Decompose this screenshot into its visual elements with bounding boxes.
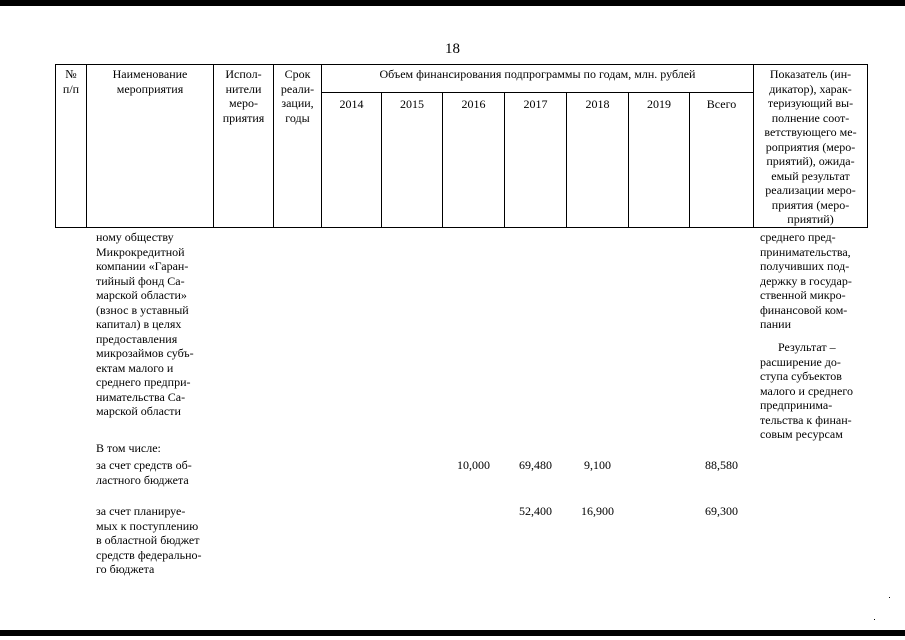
indicator-line: держку в государ-: [760, 273, 852, 288]
header-name-line: Наименование: [112, 67, 188, 81]
row-federal-2017: 52,400: [519, 504, 552, 518]
indicator-line: пании: [760, 317, 792, 331]
header-executors-line: меро-: [229, 96, 258, 110]
indicator-line: ственной микро-: [760, 288, 846, 302]
page-number: 18: [445, 41, 460, 57]
indicator-line: среднего пред-: [760, 230, 836, 244]
row-label-line: средств федерально-: [96, 547, 202, 562]
indicator-line: принимательства,: [760, 244, 851, 259]
header-term-line: реали-: [280, 81, 315, 96]
header-indicator-line: приятия (меро-: [771, 197, 850, 212]
event-name-line: марской области»: [96, 288, 187, 302]
event-name-line: Микрокредитной: [96, 244, 185, 259]
year-2014: 2014: [339, 97, 364, 111]
header-executors-line: приятия: [222, 110, 265, 125]
year-2016: 2016: [461, 97, 486, 111]
event-name-line: ектам малого и: [96, 360, 174, 375]
header-indicator-line: приятий): [787, 212, 834, 226]
header-number-line: №: [65, 67, 77, 81]
result-line: тельства к финан-: [760, 412, 852, 427]
row-label-line: за счет планируе-: [96, 504, 186, 518]
year-2015: 2015: [400, 97, 424, 111]
header-indicator-line: Показатель (ин-: [769, 67, 852, 81]
indicator-line: финансовой ком-: [760, 302, 848, 317]
header-indicator-line: теризующий вы-: [767, 96, 854, 110]
header-finance: Объем финансирования подпрограммы по годам, млн. рублей: [379, 67, 696, 81]
header-term-line: зации,: [281, 96, 314, 110]
top-border: [0, 0, 905, 6]
header-indicator-line: ветствующего ме-: [764, 125, 857, 139]
header-number: [56, 67, 86, 96]
header-indicator: [754, 67, 867, 227]
result-line: расширение до-: [760, 354, 841, 369]
row-regional-2016: 10,000: [457, 458, 490, 472]
row-label-line: за счет средств об-: [96, 458, 192, 472]
row-label-line: в областной бюджет: [96, 533, 200, 547]
header-executors: [214, 67, 273, 125]
event-name-line: микрозаймов субъ-: [96, 346, 194, 360]
row-federal-2018: 16,900: [581, 504, 614, 518]
event-name: [96, 230, 210, 419]
header-indicator-line: реализации меро-: [765, 183, 856, 197]
event-name-line: капитал) в целях: [96, 317, 182, 331]
row-regional-total: 88,580: [705, 458, 738, 472]
result-line: Результат –: [778, 340, 836, 354]
result-line: совым ресурсам: [760, 427, 843, 441]
event-name-line: тийный фонд Са-: [96, 273, 185, 288]
result-line: ступа субъектов: [760, 369, 842, 383]
header-indicator-line: дикатор), харак-: [769, 81, 852, 96]
year-2019: 2019: [647, 97, 671, 111]
scan-speck: [889, 597, 890, 598]
row-regional-2017: 69,480: [519, 458, 552, 472]
event-name-line: ному обществу: [96, 230, 174, 244]
event-name-line: (взнос в уставный: [96, 302, 189, 317]
including-label: В том числе:: [96, 441, 161, 455]
result-line: малого и среднего: [760, 383, 853, 398]
indicator-text: [760, 230, 864, 332]
header-indicator-line: приятий), ожида-: [766, 154, 855, 168]
header-term-line: годы: [285, 110, 310, 125]
header-executors-line: нители: [225, 81, 262, 96]
header-indicator-line: роприятия (меро-: [765, 139, 856, 154]
year-2017: 2017: [523, 97, 548, 111]
header-indicator-line: полнение соот-: [771, 110, 850, 125]
row-regional-label: [96, 458, 210, 487]
row-label-line: ластного бюджета: [96, 472, 189, 487]
header-name: [87, 67, 213, 96]
row-federal-label: [96, 504, 210, 577]
event-name-line: нимательства Са-: [96, 389, 186, 404]
year-2018: 2018: [585, 97, 610, 111]
indicator-line: получивших под-: [760, 259, 850, 273]
event-name-line: компании «Гаран-: [96, 259, 189, 273]
result-text: [760, 340, 864, 442]
header-executors-line: Испол-: [225, 67, 262, 81]
header-term-line: Срок: [284, 67, 311, 81]
header-indicator-line: емый результат: [771, 168, 850, 183]
header-number-line: п/п: [62, 81, 80, 96]
year-total: Всего: [706, 97, 737, 111]
header-name-line: мероприятия: [116, 81, 184, 96]
result-line: предпринима-: [760, 398, 833, 412]
event-name-line: марской области: [96, 404, 181, 418]
row-label-line: мых к поступлению: [96, 518, 199, 533]
row-label-line: го бюджета: [96, 562, 155, 576]
row-federal-total: 69,300: [705, 504, 738, 518]
header-term: [274, 67, 321, 125]
row-regional-2018: 9,100: [584, 458, 611, 472]
event-name-line: предоставления: [96, 331, 178, 346]
scan-speck: [874, 619, 875, 620]
event-name-line: среднего предпри-: [96, 375, 191, 389]
bottom-border: [0, 630, 905, 636]
